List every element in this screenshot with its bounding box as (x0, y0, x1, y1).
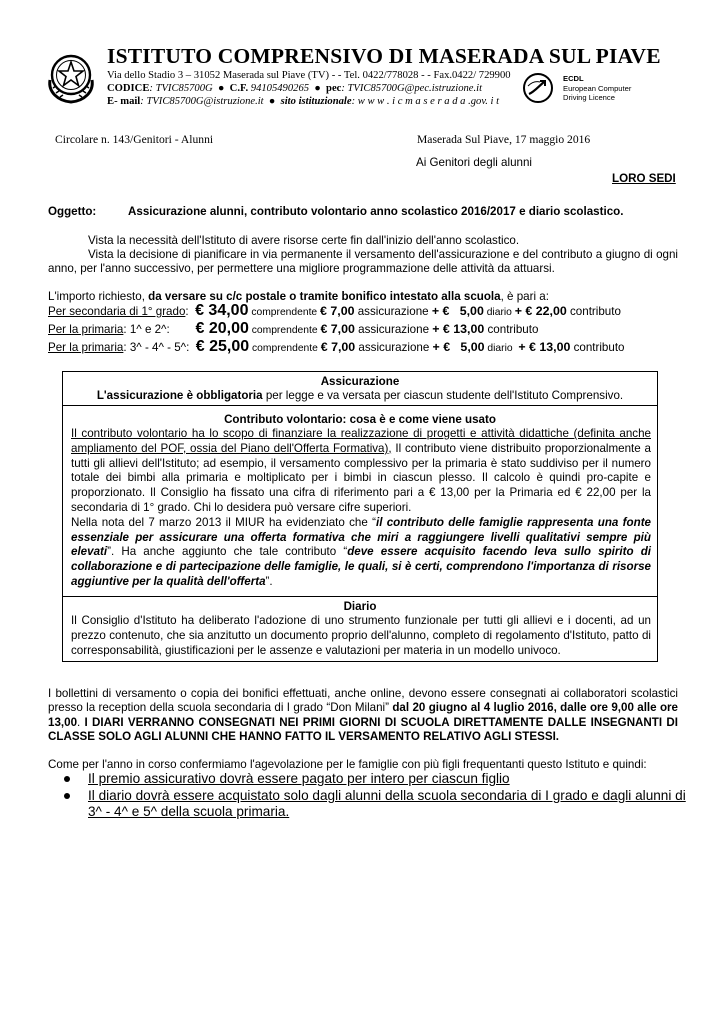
codice-label: CODICE (107, 83, 150, 94)
letter-date: Maserada Sul Piave, 17 maggio 2016 (417, 133, 591, 146)
fee-row-secondaria: Per secondaria di 1° grado: € 34,00 comprendente € 7,00 assicurazione + € 5,00 diario + € 22,00 contributo (48, 302, 621, 319)
paragraph-decisione: Vista la decisione di pianificare in via permanente il versamento dell'assicurazione e del contributo a giugno di ogni anno, per l'anno successivo, per permettere una migliore programmazione delle attività da attuarsi. (48, 248, 678, 276)
sito-value: : w w w . i c m a s e r a d a .gov. i t (351, 96, 500, 107)
cf-value: 94105490265 (248, 83, 310, 94)
box-divider (62, 596, 658, 597)
ecdl-line-3: Driving Licence (563, 93, 615, 102)
italian-republic-emblem-icon (44, 50, 98, 104)
subject-text: Assicurazione alunni, contributo volontario anno scolastico 2016/2017 e diario scolastico. (128, 205, 624, 218)
subject-line (48, 205, 678, 219)
bullet-text: Il premio assicurativo dovrà essere pagato per intero per ciascun figlio (88, 771, 510, 786)
codes-line: CODICE: TVIC85700G ● C.F. 94105490265 ● pec: TVIC85700G@pec.istruzione.it (107, 83, 483, 94)
cf-label: C.F. (229, 83, 249, 94)
ecdl-logo-icon (522, 72, 554, 104)
circolare-number: Circolare n. 143/Genitori - Alunni (55, 133, 214, 146)
pec-label: pec (326, 83, 342, 94)
fee-total: € 25,00 (195, 338, 250, 355)
fee-total: € 20,00 (195, 320, 249, 337)
paragraph-bollettini: I bollettini di versamento o copia dei bonifici effettuati, anche online, devono essere consegnati ai collaboratori scolastici presso la reception della scuola secondaria di I grado “Don Milani” dal 20 giugno al 4 luglio 2016, dalle ore 9,00 alle ore 13,00. I DIARI VERRANNO CONSEGNATI NEI PRIMI GIORNI DI SCUOLA DIRETTAMENTE DALLE INSEGNANTI DI CLASSE SOLO AGLI ALUNNI CHE HANNO FATTO IL VERSAMENTO RELATIVO AGLI STESSI. (48, 687, 678, 744)
sito-label: sito istituzionale (280, 96, 352, 107)
ecdl-text (563, 74, 631, 103)
email-label: E- mail (107, 96, 141, 107)
diario-title: Diario (343, 600, 377, 613)
contributo-title: Contributo volontario: cosa è e come viene usato (224, 413, 496, 426)
bullet-icon (64, 776, 70, 782)
box-divider (62, 405, 658, 406)
ecdl-line-2: European Computer (563, 83, 632, 93)
importo-line: L'importo richiesto, da versare su c/c postale o tramite bonifico intestato alla scuola, è pari a: (48, 290, 549, 303)
paragraph-agevolazione: Come per l'anno in corso confermiamo l'agevolazione per le famiglie con più figli frequentanti questo Istituto e quindi: (48, 758, 647, 771)
contributo-scope: Il contributo volontario ha lo scopo di finanziare la realizzazione di progetti e attività didattiche (definita anche ampliamento del POF, ossia del Piano dell'Offerta Formativa), (71, 427, 651, 455)
bullet-icon (64, 793, 70, 799)
pec-value: : TVIC85700G@pec.istruzione.it (341, 83, 483, 94)
subject-label: Oggetto: (48, 205, 97, 218)
email-value: : TVIC85700G@istruzione.it (140, 96, 264, 107)
codice-value: : TVIC85700G (149, 83, 213, 94)
fee-total: € 34,00 (195, 302, 249, 319)
assicurazione-text: L'assicurazione è obbligatoria per legge e va versata per ciascun studente dell'Istituto Comprensivo. (96, 389, 624, 402)
diario-text: Il Consiglio d'Istituto ha deliberato l'adozione di uno strumento funzionale per tutti gli allievi e i docenti, ad un prezzo contenuto, che sia anzitutto un documento proprio dell'alunno, completo di regolamento d'Istituto, patto di corresponsabilità, giustificazioni per le assenze e valutazioni per materia in un modello univoco. (71, 614, 651, 657)
miur-quote-1: il contributo delle famiglie rappresenta una fonte essenziale per assicurare una offerta formativa che miri a raggiungere livelli qualitativi sempre più elevati (71, 515, 651, 559)
importo-method: da versare su c/c postale o tramite bonifico intestato alla scuola (148, 290, 501, 303)
delivery-dates: dal 20 giugno al 4 luglio 2016, dalle ore 9,00 alle ore 13,00 (48, 701, 678, 729)
school-title: ISTITUTO COMPRENSIVO DI MASERADA SUL PIAVE (107, 44, 661, 68)
diari-notice: I DIARI VERRANNO CONSEGNATI NEI PRIMI GIORNI DI SCUOLA DIRETTAMENTE DALLE INSEGNANTI DI CLASSE SOLO AGLI ALUNNI CHE HANNO FATTO IL VERSAMENTO RELATIVO AGLI STESSI. (48, 715, 678, 744)
fee-row-primaria-345: Per la primaria: 3^ - 4^ - 5^: € 25,00 comprendente € 7,00 assicurazione + € 5,00 diario + € 13,00 contributo (48, 338, 625, 355)
addressee: Ai Genitori degli alunni (416, 156, 533, 169)
bullet-text: Il diario dovrà essere acquistato solo dagli alunni della scuola secondaria di I grado e dagli alunni di (88, 788, 686, 803)
paragraph-necessita: Vista la necessità dell'Istituto di avere risorse certe fin dall'inizio dell'anno scolastico. (88, 234, 520, 247)
address-line: Via dello Stadio 3 – 31052 Maserada sul Piave (TV) - - Tel. 0422/778028 - - Fax.0422/ 729900 (107, 70, 511, 81)
contributo-text: Il contributo volontario ha lo scopo di finanziare la realizzazione di progetti e attività didattiche (definita anche ampliamento del POF, ossia del Piano dell'Offerta Formativa), Il contributo viene distribuito proporzionalmente a tutti gli allievi dell'Istituto; ad esempio, il versamento complessivo per la primaria è stato suddiviso per il numero totale dei bimbi alla primaria e moltiplicato per i bimbi in ciascun plesso. Il calcolo è quindi pro-capite e proporzionato. Il Consiglio ha fissato una cifra di riferimento pari a € 13,00 per la Primaria ed € 22,00 per la secondaria di 1° grado. Chi lo desidera può versare cifre superiori. Nella nota del 7 marzo 2013 il MIUR ha evidenziato che “il contributo delle famiglie rappresenta una fonte essenziale per assicurare una offerta formativa che miri a raggiungere livelli qualitativi sempre più elevati”. Ha anche aggiunto che tale contributo “deve essere acquisito facendo leva sullo spirito di collaborazione e di partecipazione delle famiglie, le quali, si è certi, comprendono l'importanza di risorse aggiuntive per la qualità dell'offerta”. (71, 427, 651, 588)
contacts-line: E- mail: TVIC85700G@istruzione.it ● sito istituzionale: w w w . i c m a s e r a d a .gov. i t (107, 96, 500, 107)
ecdl-line-1: ECDL (563, 74, 584, 83)
miur-quote-2: deve essere acquisito facendo leva sullo spirito di collaborazione e di partecipazione delle famiglie, le quali, si è certi, comprendono l'importanza di risorse aggiuntive per la qualità dell'offerta (71, 545, 651, 588)
fee-row-primaria-12: Per la primaria: 1^ e 2^: € 20,00 comprendente € 7,00 assicurazione + € 13,00 contributo (48, 320, 539, 337)
assicurazione-title: Assicurazione (320, 375, 400, 388)
loro-sedi: LORO SEDI (612, 172, 676, 185)
bullet-text: 3^ - 4^ e 5^ della scuola primaria. (88, 804, 290, 819)
